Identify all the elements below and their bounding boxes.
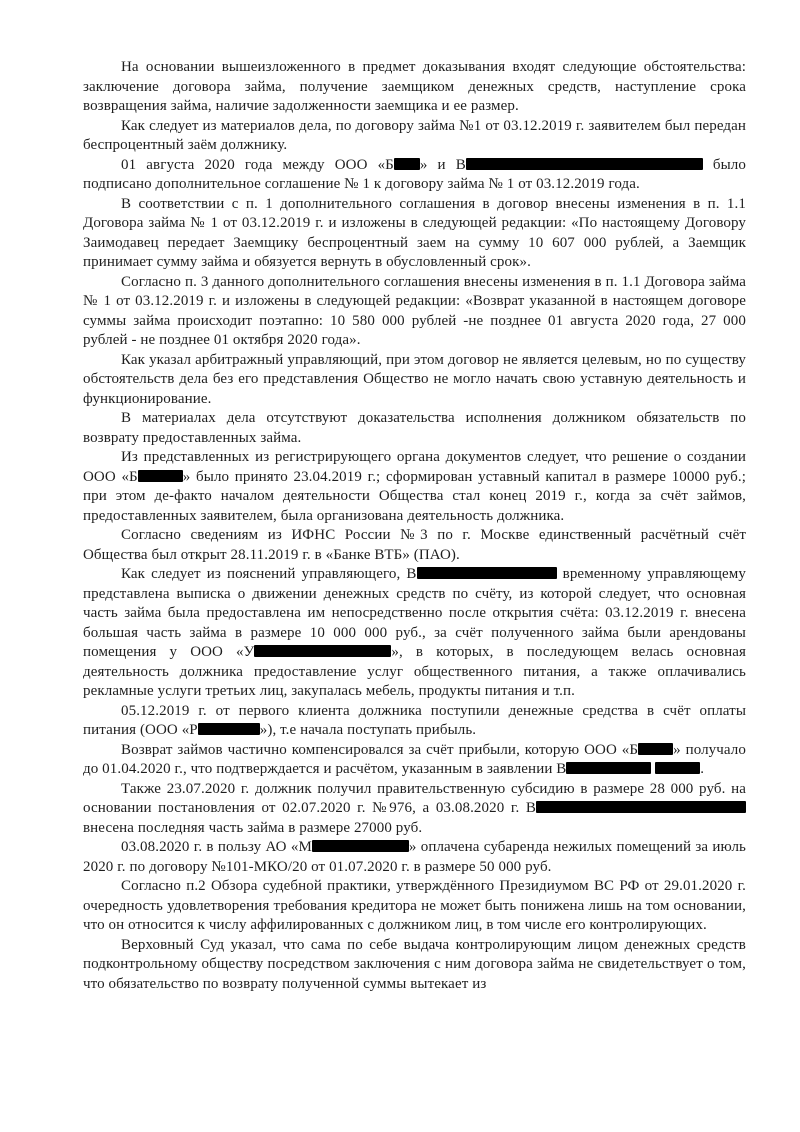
paragraph: [83, 448, 746, 526]
text-segment: Верховный Суд указал, что сама по себе выдача контролирующим лицом денежных средств подконтрольному обществу посредством заключения с ним договора займа не свидетельствует о том, что обязательство по возврату полученной суммы вытекает из: [83, 936, 746, 992]
text-segment: На основании вышеизложенного в предмет доказывания входят следующие обстоятельства: заключение договора займа, получение заемщиком денежных средств, наступление срока возвращения займа, наличие задолженности заемщика и ее размер.: [83, 59, 746, 114]
redaction-bar: [198, 723, 260, 735]
redaction-bar: [394, 158, 420, 170]
text-segment: »), т.е начала поступать прибыль.: [259, 722, 477, 738]
text-segment: » оплачена субаренда нежилых помещений за июль 2020 г. по договору №101-МКО/20 от 01.07.2020 г. в размере 50 000 руб.: [83, 839, 746, 875]
text-segment: Согласно п. 3 данного дополнительного соглашения внесены изменения в п. 1.1 Договора займа № 1 от 03.12.2019 г. и изложены в следующей редакции: «Возврат указанной в настоящем договоре суммы займа происходит поэтапно: 10 580 000 рублей -не позднее 01 августа 2020 года, 27 000 рублей - не позднее 01 октября 2020 года».: [83, 273, 746, 348]
text-segment: Согласно п.2 Обзора судебной практики, утверждённого Президиумом ВС РФ от 29.01.2020 г. очередность удовлетворения требования кредитора не может быть понижена лишь на том основании, что он относится к числу аффилированных с должником лиц, в том числе его контролирующих.: [83, 878, 746, 933]
text-segment: временному управляющему представлена выписка о движении денежных средств по счёту, из которой следует, что основная часть займа была предоставлена им непосредственно после открытия счёта: 03.12.2019 г. внесена большая часть займа в размере 10 000 000 руб., за счёт полученного займа были арендованы помещения у ООО «У: [83, 566, 746, 660]
paragraph: [83, 58, 746, 117]
text-segment: », в которых, в последующем велась основная деятельность должника предоставление услуг общественного питания, а также оплачивались рекламные услуги третьих лиц, закупалась мебель, продукты питания и т.п.: [83, 644, 746, 699]
paragraph: [83, 409, 746, 448]
redaction-bar: [655, 762, 700, 774]
text-segment: » и В: [419, 156, 466, 173]
paragraph: [83, 877, 746, 936]
paragraph: [83, 195, 746, 273]
paragraph: [83, 156, 746, 195]
redaction-bar: [566, 762, 651, 774]
text-segment: Как следует из материалов дела, по договору займа №1 от 03.12.2019 г. заявителем был передан беспроцентный заём должнику.: [83, 117, 746, 153]
text-segment: Как следует из пояснений управляющего, В: [121, 566, 417, 582]
text-segment: Также 23.07.2020 г. должник получил правительственную субсидию в размере 28 000 руб. на основании постановления от 02.07.2020 г. №976, а 03.08.2020 г. В: [83, 780, 746, 816]
text-segment: » получало до 01.04.2020 г., что подтверждается и расчётом, указанным в заявлении В: [83, 741, 746, 777]
text-segment: 03.08.2020 г. в пользу АО «М: [121, 839, 312, 855]
paragraph: [83, 117, 746, 156]
text-segment: было подписано дополнительное соглашение № 1 к договору займа № 1 от 03.12.2019 года.: [83, 156, 746, 192]
text-segment: » было принято 23.04.2019 г.; сформирован уставный капитал в размере 10000 руб.; при этом де-факто началом деятельности Общества стал конец 2019 г., когда за счёт займов, предоставленных заявителем, была организована деятельность должника.: [83, 468, 747, 524]
paragraph: [83, 838, 746, 877]
redaction-bar: [536, 801, 746, 813]
paragraph: [83, 526, 746, 565]
paragraph: [83, 780, 746, 839]
redaction-bar: [466, 158, 703, 170]
paragraph: [83, 351, 746, 410]
text-segment: 01 августа 2020 года между ООО «Б: [121, 156, 394, 173]
redaction-bar: [417, 567, 557, 579]
paragraph: [83, 936, 746, 995]
text-segment: внесена последняя часть займа в размере 27000 руб.: [83, 819, 423, 836]
text-segment: В материалах дела отсутствуют доказательства исполнения должником обязательств по возврату предоставленных займа.: [83, 410, 746, 446]
paragraph: [83, 702, 746, 741]
text-segment: Как указал арбитражный управляющий, при этом договор не является целевым, но по существу обстоятельств дела без его представления Общество не могло начать свою уставную деятельность и функционирование.: [83, 351, 746, 407]
redaction-bar: [138, 470, 183, 482]
text-segment: В соответствии с п. 1 дополнительного соглашения в договор внесены изменения в п. 1.1 Договора займа № 1 от 03.12.2019 г. и изложены в следующей редакции: «По настоящему Договору Заимодавец передает Заемщику беспроцентный заем на сумму 10 607 000 рублей, а Заемщик принимает сумму займа и обязуется вернуть в обусловленный срок».: [83, 195, 746, 270]
text-segment: .: [700, 761, 705, 777]
redaction-bar: [254, 645, 391, 657]
text-segment: Из представленных из регистрирующего органа документов следует, что решение о создании ООО «Б: [83, 449, 746, 485]
paragraph: [83, 741, 746, 780]
document-body: [83, 58, 746, 994]
text-segment: Согласно сведениям из ИФНС России №3 по г. Москве единственный расчётный счёт Общества был открыт 28.11.2019 г. в «Банке ВТБ» (ПАО).: [83, 527, 746, 563]
paragraph: [83, 273, 746, 351]
text-segment: 05.12.2019 г. от первого клиента должника поступили денежные средства в счёт оплаты питания (ООО «Р: [83, 702, 746, 738]
redaction-bar: [638, 743, 673, 755]
paragraph: [83, 565, 746, 702]
text-segment: Возврат займов частично компенсировался за счёт прибыли, которую ООО «Б: [121, 741, 639, 758]
redaction-bar: [312, 840, 409, 852]
